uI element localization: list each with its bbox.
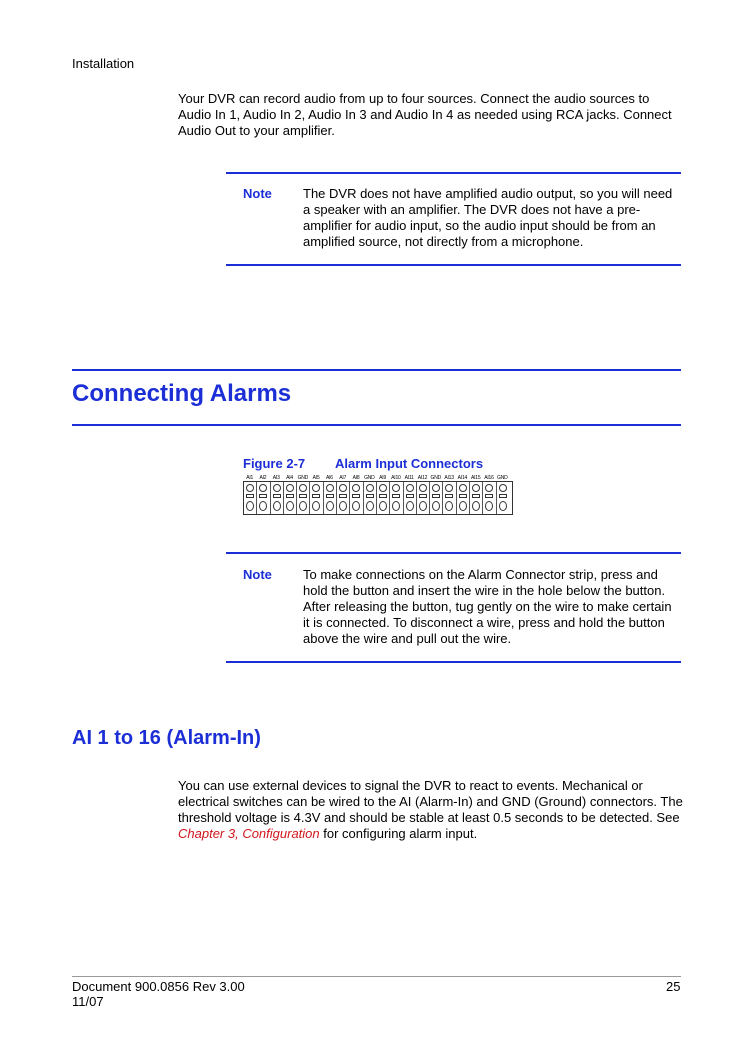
pin-label: GND [497, 475, 508, 481]
pin-release-button [472, 494, 480, 498]
pin-top-hole [459, 484, 467, 492]
connector-pin [457, 482, 470, 514]
pin-release-button [392, 494, 400, 498]
pin-wire-hole [273, 501, 281, 511]
connector-pin [244, 482, 257, 514]
pin-top-hole [472, 484, 480, 492]
figure-title: Alarm Input Connectors [335, 456, 484, 471]
note-bottom-rule [226, 264, 681, 266]
running-header: Installation [72, 56, 135, 71]
pin-wire-hole [286, 501, 294, 511]
pin-top-hole [286, 484, 294, 492]
pin-release-button [286, 494, 294, 498]
chapter-link[interactable]: Chapter 3, Configuration [178, 826, 320, 841]
pin-top-hole [419, 484, 427, 492]
connector-pin [337, 482, 350, 514]
connector-pin [443, 482, 456, 514]
pin-top-hole [273, 484, 281, 492]
pin-top-hole [392, 484, 400, 492]
pin-wire-hole [299, 501, 307, 511]
connector-pin [377, 482, 390, 514]
pin-label: AI15 [470, 475, 481, 481]
connector-pin [390, 482, 403, 514]
pin-wire-hole [366, 501, 374, 511]
pin-release-button [499, 494, 507, 498]
pin-wire-hole [419, 501, 427, 511]
pin-release-button [299, 494, 307, 498]
pin-label: GND [430, 475, 442, 481]
pin-wire-hole [406, 501, 414, 511]
pin-label: AI6 [325, 475, 333, 481]
pin-top-hole [499, 484, 507, 492]
heading-bottom-rule [72, 424, 681, 426]
subsection-heading: AI 1 to 16 (Alarm-In) [72, 727, 261, 749]
pin-release-button [379, 494, 387, 498]
alarm-in-paragraph [178, 778, 683, 842]
footer-document: Document 900.0856 Rev 3.00 [72, 979, 245, 994]
pin-release-button [485, 494, 493, 498]
pin-wire-hole [246, 501, 254, 511]
pin-wire-hole [445, 501, 453, 511]
pin-release-button [419, 494, 427, 498]
pin-top-hole [312, 484, 320, 492]
note-text: To make connections on the Alarm Connector strip, press and hold the button and insert the wire in the hole below the button. After releasing the button, tug gently on the wire to make certain it is connected. To disconnect a wire, press and hold the button above the wire and pull out the wire. [303, 567, 672, 646]
connector-pin [271, 482, 284, 514]
pin-label: AI3 [272, 475, 280, 481]
pin-wire-hole [312, 501, 320, 511]
note-top-rule [226, 172, 681, 174]
alarm-in-text: You can use external devices to signal the DVR to react to events. Mechanical or electrical switches can be wired to the AI (Alarm-In) and GND (Ground) connectors. The threshold voltage is 4.3V and should be stable at least 0.5 seconds to be detected. See [178, 778, 683, 825]
pin-top-hole [379, 484, 387, 492]
pin-wire-hole [259, 501, 267, 511]
pin-label: AI2 [259, 475, 267, 481]
pin-top-hole [326, 484, 334, 492]
note-text: The DVR does not have amplified audio output, so you will need a speaker with an amplifier. The DVR does not have a pre-amplifier for audio input, so the audio input should be from an amplified source, not directly from a microphone. [303, 186, 673, 249]
pin-label: AI13 [444, 475, 454, 481]
note-label: Note [243, 186, 272, 201]
pin-top-hole [432, 484, 440, 492]
pin-release-button [432, 494, 440, 498]
connector-strip [243, 481, 513, 515]
pin-release-button [273, 494, 281, 498]
pin-wire-hole [472, 501, 480, 511]
connector-pin [310, 482, 323, 514]
pin-label: GND [297, 475, 309, 481]
pin-release-button [366, 494, 374, 498]
pin-wire-hole [499, 501, 507, 511]
pin-wire-hole [392, 501, 400, 511]
section-heading: Connecting Alarms [72, 380, 292, 407]
connector-pin [470, 482, 483, 514]
pin-release-button [326, 494, 334, 498]
pin-top-hole [445, 484, 453, 492]
connector-pin [364, 482, 377, 514]
pin-label: AI12 [417, 475, 428, 481]
pin-release-button [352, 494, 360, 498]
connector-pin [324, 482, 337, 514]
pin-release-button [445, 494, 453, 498]
pin-top-hole [259, 484, 267, 492]
pin-label: AI11 [404, 475, 414, 481]
pin-wire-hole [326, 501, 334, 511]
connector-pin [297, 482, 310, 514]
pin-top-hole [406, 484, 414, 492]
note-label: Note [243, 567, 272, 582]
pin-release-button [312, 494, 320, 498]
alarm-in-text-end: for configuring alarm input. [319, 826, 478, 841]
intro-paragraph: Your DVR can record audio from up to four sources. Connect the audio sources to Audio In 1, Audio In 2, Audio In 3 and Audio In 4 as needed using RCA jacks. Connect Audio Out to your amplifier. [178, 91, 672, 138]
pin-label: AI16 [484, 475, 494, 481]
connector-pin [404, 482, 417, 514]
pin-wire-hole [485, 501, 493, 511]
note-top-rule [226, 552, 681, 554]
footer-date: 11/07 [72, 994, 104, 1009]
footer-rule [72, 976, 681, 977]
pin-label: AI7 [339, 475, 347, 481]
pin-top-hole [339, 484, 347, 492]
pin-wire-hole [352, 501, 360, 511]
connector-pin [284, 482, 297, 514]
pin-top-hole [352, 484, 360, 492]
pin-label: AI8 [352, 475, 360, 481]
heading-top-rule [72, 369, 681, 371]
connector-pin [430, 482, 443, 514]
pin-label: AI9 [379, 475, 387, 481]
pin-release-button [246, 494, 254, 498]
connector-pin [350, 482, 363, 514]
pin-wire-hole [432, 501, 440, 511]
pin-label: AI10 [391, 475, 401, 481]
pin-label: AI14 [457, 475, 468, 481]
pin-release-button [259, 494, 267, 498]
connector-pin [497, 482, 510, 514]
pin-label: AI1 [246, 475, 254, 481]
note-bottom-rule [226, 661, 681, 663]
pin-label: AI4 [286, 475, 293, 481]
pin-top-hole [366, 484, 374, 492]
pin-wire-hole [339, 501, 347, 511]
pin-label: AI5 [312, 475, 320, 481]
pin-wire-hole [379, 501, 387, 511]
figure-number: Figure 2-7 [243, 456, 306, 471]
connector-pin [483, 482, 496, 514]
pin-release-button [459, 494, 467, 498]
alarm-connector-figure [243, 475, 513, 515]
connector-pin [257, 482, 270, 514]
pin-labels [243, 475, 513, 481]
pin-wire-hole [459, 501, 467, 511]
pin-top-hole [246, 484, 254, 492]
connector-pin [417, 482, 430, 514]
pin-top-hole [299, 484, 307, 492]
page-number: 25 [666, 979, 681, 994]
pin-label: GND [364, 475, 375, 481]
pin-top-hole [485, 484, 493, 492]
pin-release-button [339, 494, 347, 498]
pin-release-button [406, 494, 414, 498]
